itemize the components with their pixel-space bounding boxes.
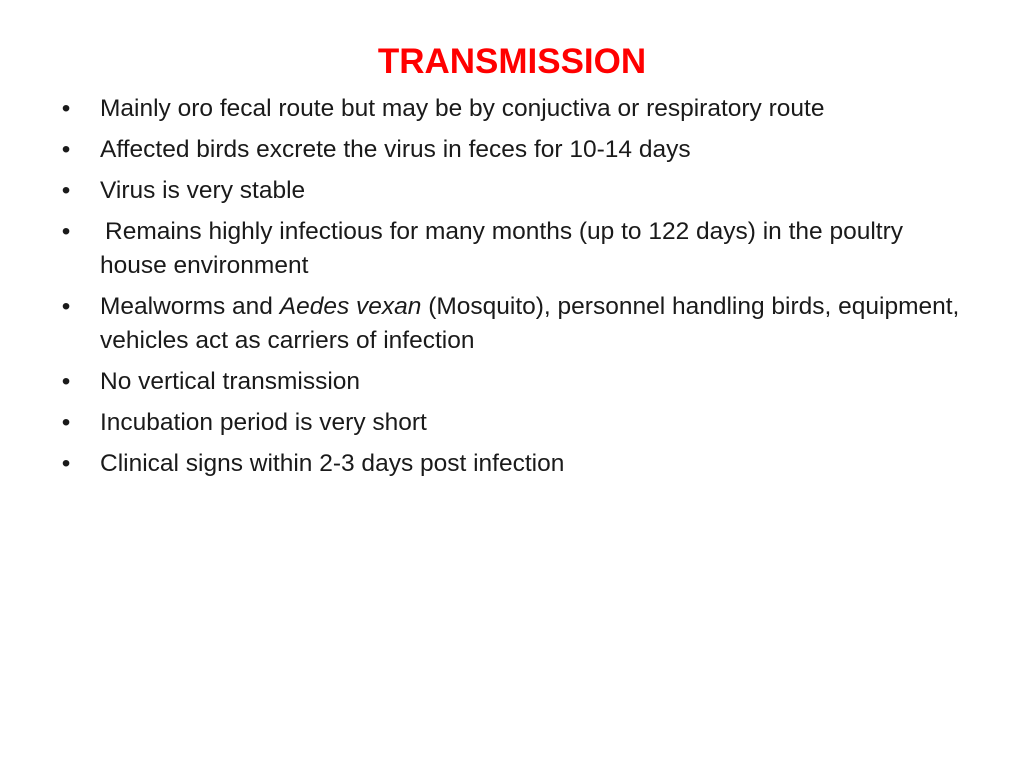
slide-title: TRANSMISSION	[377, 42, 647, 81]
bullet-icon: •	[61, 450, 71, 477]
bullet-icon: •	[61, 368, 71, 395]
bullet-icon: •	[61, 136, 71, 163]
bullet-text: Clinical signs within 2-3 days post infection	[100, 450, 565, 477]
bullet-icon: •	[61, 95, 71, 122]
bullet-text-end: (Mosquito), personnel handling birds, equipment, vehicles act as carriers of infection	[100, 293, 960, 354]
bullet-text: Mainly oro fecal route but may be by conjuctiva or respiratory route	[100, 95, 825, 122]
bullet-icon: •	[61, 293, 71, 320]
list-item	[56, 365, 976, 399]
list-item	[56, 133, 976, 167]
list-item	[56, 92, 976, 126]
bullet-text: Affected birds excrete the virus in feces for 10-14 days	[100, 136, 691, 163]
list-item	[56, 215, 976, 283]
list-item	[56, 447, 976, 481]
bullet-icon: •	[61, 409, 71, 436]
bullet-text: Remains highly infectious for many months (up to 122 days) in the poultry house environment	[100, 218, 904, 279]
species-name: Aedes vexan	[279, 293, 422, 320]
bullet-icon: •	[61, 177, 71, 204]
bullet-text: Incubation period is very short	[100, 409, 427, 436]
list-item	[56, 406, 976, 440]
bullet-icon: •	[61, 218, 71, 245]
bullet-text: No vertical transmission	[100, 368, 361, 395]
bullet-text-start: Mealworms and	[100, 293, 280, 320]
bullet-list	[56, 92, 976, 488]
list-item	[56, 290, 976, 358]
list-item	[56, 174, 976, 208]
bullet-text: Virus is very stable	[100, 177, 306, 204]
